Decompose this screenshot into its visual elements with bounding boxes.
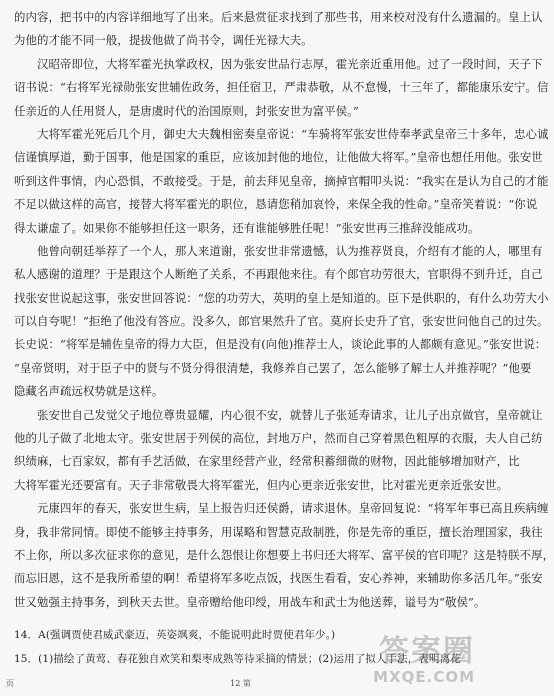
text-line: 世又勉强主持事务，到秋天去世。皇帝赠给他印绶，用战车和武士为他送葬，谥号为“敬侯”。 xyxy=(14,594,486,609)
paragraph-start: 他曾向朝廷举荐了一个人，那人来道谢，张安世非常遗憾，认为推荐贤良，介绍有才能的人，哪里有 xyxy=(37,243,543,258)
text-line: 隐藏名声疏远权势就是这样。 xyxy=(14,384,164,399)
text-line: 为他的才能不同一般，提拔他做了尚书令，调任光禄大夫。 xyxy=(14,33,313,48)
paragraph-start: 张安世自己发觉父子地位尊贵显耀，内心很不安，就替儿子张延寿请求，让儿子出京做官，皇帝就让 xyxy=(37,407,543,422)
text-line: 的内容，把书中的内容详细地写了出来。后来悬赏征求找到了那些书，用来校对没有什么遗漏的。皇上认 xyxy=(14,10,543,24)
text-line: 找张安世说起这事，张安世回答说：“您的功劳大，英明的皇上是知道的。臣下是供职的，有什么功劳大小 xyxy=(14,290,549,305)
text-line: 信谨慎厚道，勤于国事，他是国家的重臣，应该加封他的地位，让他做大将军。”皇帝也想任用他。张安世 xyxy=(14,150,543,165)
text-line: 身，我非常同情。即使不能够主持事务，用谋略和智慧克敌制胜，你是先帝的重臣，擅长治理国家，我往 xyxy=(14,524,543,539)
section-gap xyxy=(14,614,467,624)
footer-left-label: 页 xyxy=(6,679,14,688)
text-line: 而忘旧恩，这不是我所希望的啊！希望将军多吃点饭，找医生看看，安心养神，来辅助你多活几年。”张安 xyxy=(14,571,543,586)
text-line: 私人感谢的道理？于是跟这个人断绝了关系，不再跟他来往。有个郎官功劳很大，官职得不到升迁，自己 xyxy=(14,267,543,282)
paragraph-start: 大将军霍光死后几个月，御史大夫魏相密奏皇帝说：“车骑将军张安世侍奉孝武皇帝三十多年，忠心诚 xyxy=(37,126,549,141)
page-number: 12 第 xyxy=(230,679,251,688)
answer-line: 14．A(强调贾使君威武豪迈，英姿飒爽，不能说明此时贾使君年少。) xyxy=(14,629,336,642)
watermark-url: MXQE.COM xyxy=(373,668,475,686)
text-line: 诏书说：“右将军光禄勋张安世辅佐政务，担任宿卫，严肃恭敬，从不怠慢，十三年了，都能康乐安宁。信 xyxy=(14,80,549,95)
text-line: 长史说：“将军是辅佐皇帝的得力大臣，但是没有(向他)推荐士人，谈论此事的人都颇有意见。”张安世说： xyxy=(14,337,547,352)
text-line: 织绩麻，七百家奴，都有手艺活做，在家里经营产业，经常积蓄细微的财物，因此能够增加财产，比 xyxy=(14,454,520,469)
answer-line: 15．(1)描绘了黄莺、春花独自欢笑和梨枣成熟等待采摘的情景；(2)运用了拟人手法，表明离花 xyxy=(14,652,461,665)
text-line: “皇帝贤明，对于臣子中的贤与不贤分得很清楚，我修养自己罢了，怎么能够了解士人并推荐呢？”他要 xyxy=(14,360,532,375)
text-line: 听到这件事情，内心恐惧，不敢接受。于是，前去拜见皇帝，摘掉官帽叩头说：“我实在是认为自己的才能 xyxy=(14,173,549,188)
text-line: 不足以做这样的高官，接替大将军霍光的职位，恳请您稍加哀怜，来保全我的性命。”皇帝笑着说：“你说 xyxy=(14,197,538,212)
paragraph-start: 元康四年的春天，张安世生病，呈上报告归还侯爵，请求退休。皇帝回复说：“将军年事已高且疾病缠 xyxy=(37,501,549,516)
text-line: 任亲近的人任用贤人，是唐虞时代的治国原则，封张安世为富平侯。” xyxy=(14,103,359,118)
text-line: 他的儿子做了北地太守。张安世居于列侯的高位，封地万户，然而自己穿着黑色粗厚的衣服，夫人自己纺 xyxy=(14,431,543,446)
text-line: 得太谦虚了。如果你不能够担任这一职务，还有谁能够胜任呢！”张安世再三推辞没能成功。 xyxy=(14,220,480,235)
watermark-text: 答案圈 xyxy=(379,634,475,669)
text-line: 不上你，所以多次征求你的意见，是什么怨恨让你想要上书归还大将军、富平侯的官印呢？这是特朕不厚， xyxy=(14,547,554,562)
text-line: 可以自夸呢！”拒绝了他没有答应。没多久，郎官果然升了官。莫府长史升了官，张安世问他自己的过失。 xyxy=(14,314,549,329)
text-line: 大将军霍光还要富有。天子非常敬畏大将军霍光，但内心更亲近张安世，比对霍光更亲近张安世。 xyxy=(14,477,509,492)
paragraph-start: 汉昭帝即位，大将军霍光执掌政权，因为张安世品行志厚，霍光亲近重用他。过了一段时间，天子下 xyxy=(37,56,543,71)
